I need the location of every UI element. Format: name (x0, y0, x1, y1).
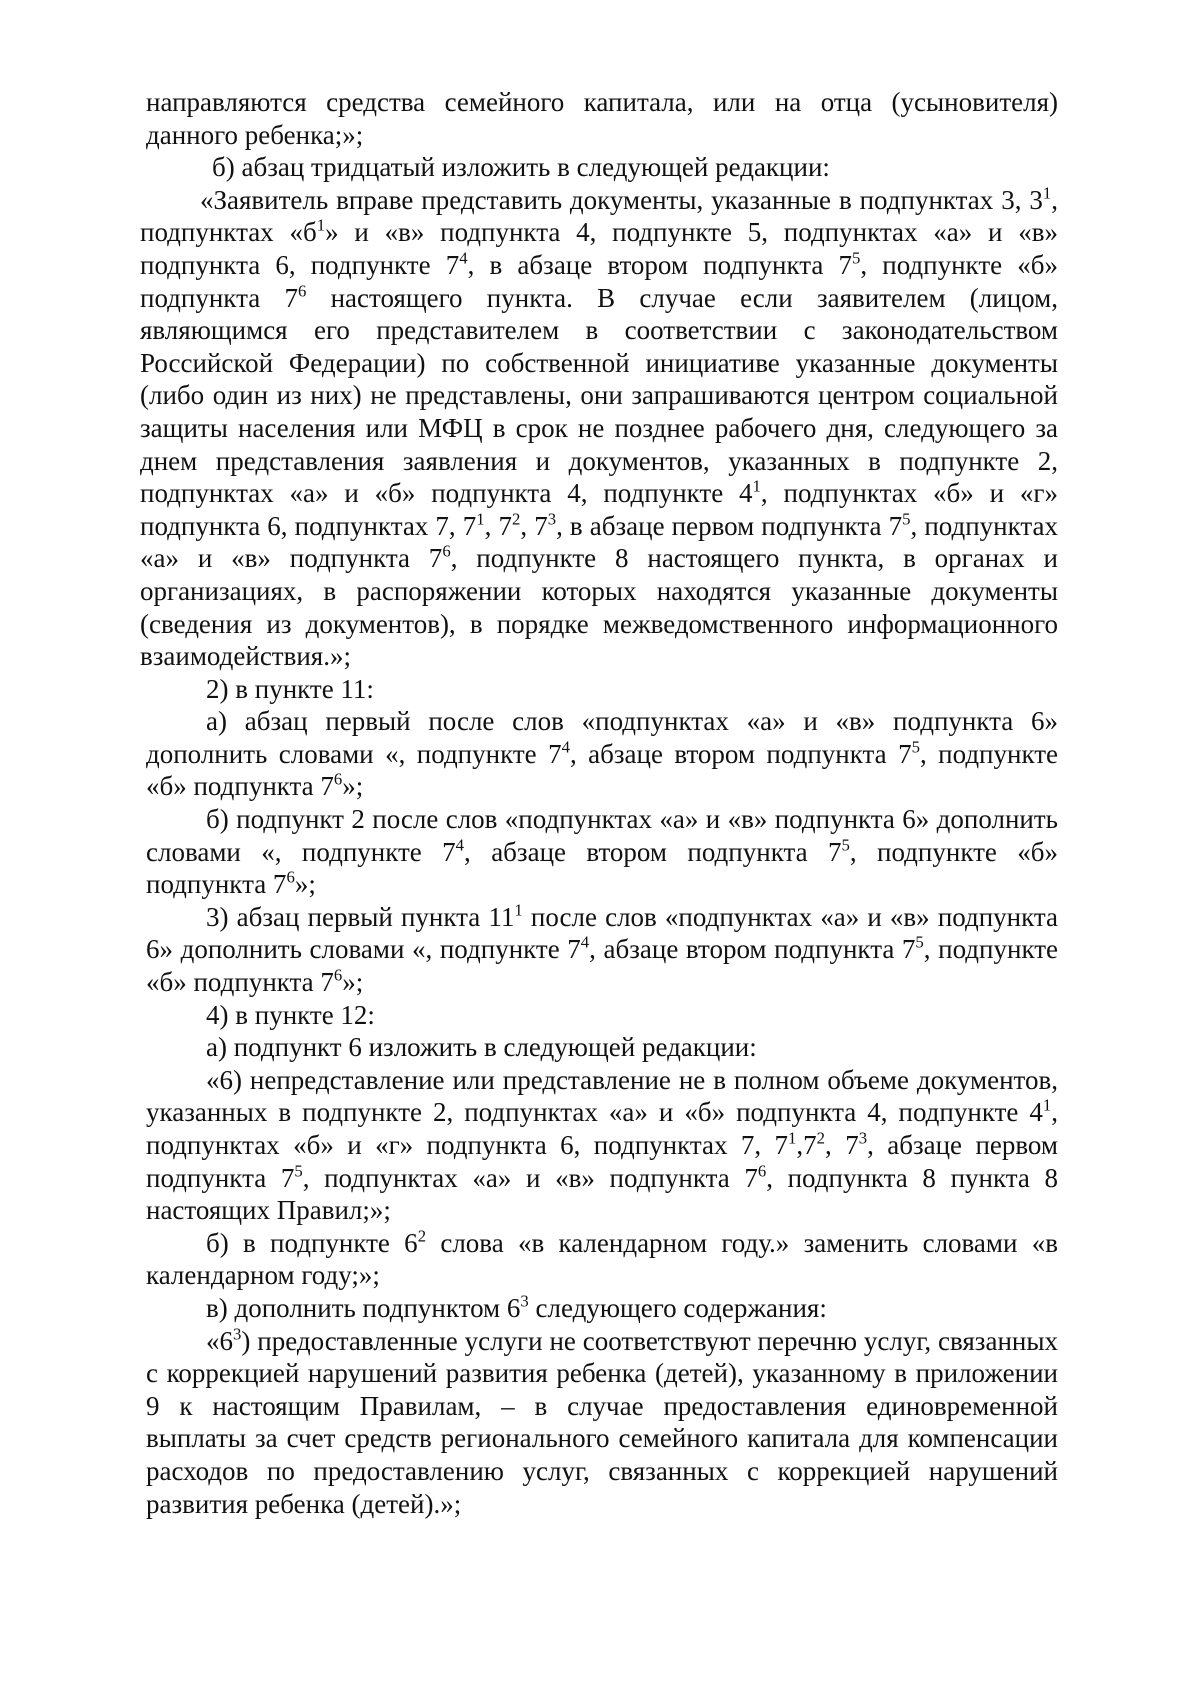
paragraph (146, 1064, 1058, 1227)
superscript-index: 3 (858, 1128, 868, 1148)
text-run: , 7 (825, 1130, 859, 1160)
text-run: , абзаце первом подпункта 7 (146, 1130, 1059, 1193)
superscript-index: 6 (757, 1161, 767, 1181)
superscript-index: 1 (1042, 1096, 1052, 1116)
text-run: 3) абзац первый пункта 11 (206, 901, 515, 932)
text-run: , подпункте 8 настоящего пункта, в органах и организациях, в распоряжении которых находятся указанные документы (сведения из документов), в порядке межведомственного информационного взаимодействия.»; (140, 543, 1058, 672)
superscript-index: 1 (788, 1128, 797, 1148)
text-run: , абзаце втором подпункта 7 (464, 836, 842, 867)
superscript-index: 5 (911, 737, 920, 757)
document-page (140, 86, 1059, 1520)
superscript-index: 4 (561, 737, 570, 757)
text-run: настоящего пункта. В случае если заявителем (лицом, являющимся его представителем в соответствии с законодательством Российской Федерации) по собственной инициативе указанные документы (либо один из них) не представлены, они запрашиваются центром социальной защиты населения или МФЦ в срок не позднее рабочего дня, следующего за днем представления заявления и документов, указанных в подпункте 2, подпунктах «а» и «б» подпункта 4, подпункте 4 (140, 282, 1058, 509)
text-run: , подпункте «б» подпункта 7 (146, 836, 1058, 900)
text-run: б) в подпункте 6 (206, 1227, 418, 1258)
text-run: »; (342, 967, 364, 998)
superscript-index: 5 (841, 835, 850, 855)
text-run: , подпунктах «а» и «в» подпункта 7 (140, 510, 1058, 574)
superscript-index: 4 (580, 933, 590, 953)
text-run: «6) непредставление или представление не в полном объеме документов, указанных в подпункте 2, подпунктах «а» и «б» подпункта 4, подпункте 4 (146, 1064, 1058, 1128)
paragraph (146, 673, 1058, 706)
text-run: » и «в» подпункта 4, подпункте 5, подпунктах «а» и «в» подпункта 6, подпункте 7 (140, 217, 1058, 280)
paragraph (146, 151, 1058, 184)
superscript-index: 1 (1042, 183, 1052, 203)
text-run: , подпунктах «б» и «г» подпункта 6, подпунктах 7, 7 (146, 1097, 1058, 1160)
text-run: »; (294, 869, 316, 900)
text-run: , подпункте «б» подпункта 7 (146, 934, 1058, 998)
text-run: «Заявитель вправе представить документы, указанные в подпунктах 3, 3 (200, 184, 1043, 215)
text-run: , подпунктах «б» и «г» подпункта 6, подпунктах 7, 7 (140, 478, 1058, 541)
paragraph (146, 705, 1058, 803)
text-run: , подпунктах «б (140, 184, 1058, 248)
text-run: после слов «подпунктах «а» и «в» подпункта 6» дополнить словами «, подпункте 7 (146, 901, 1058, 965)
paragraph (146, 1292, 1058, 1325)
superscript-index: 5 (851, 248, 861, 268)
superscript-index: 1 (316, 216, 326, 235)
text-run: , в абзаце первом подпункта 7 (556, 510, 903, 541)
superscript-index: 2 (816, 1128, 826, 1148)
superscript-index: 6 (333, 965, 343, 985)
superscript-index: 1 (752, 476, 761, 496)
superscript-index: 4 (455, 835, 465, 855)
text-run: направляются средства семейного капитала, или на отца (усыновителя) данного ребенка;»; (146, 87, 1058, 150)
text-run: , подпункте «б» подпункта 7 (140, 249, 1058, 313)
text-run: слова «в календарном году.» заменить словами «в календарном году;»; (146, 1227, 1058, 1291)
text-run: , подпункте «б» подпункта 7 (146, 738, 1059, 802)
text-run: б) абзац тридцатый изложить в следующей редакции: (212, 152, 830, 183)
text-run: ,7 (796, 1130, 817, 1160)
superscript-index: 1 (514, 900, 523, 920)
superscript-index: 2 (417, 1226, 427, 1246)
superscript-index: 5 (294, 1161, 303, 1181)
text-run: ) предоставленные услуги не соответствуют перечню услуг, связанных с коррекцией нарушений развития ребенка (детей), указанному в приложении 9 к настоящим Правилам, – в случае предоставления единовременной выплаты за счет средств регионального семейного капитала для компенсации расходов по предоставлению услуг, связанных с коррекцией нарушений развития ребенка (детей).»; (146, 1325, 1058, 1519)
superscript-index: 6 (442, 541, 451, 561)
text-run: следующего содержания: (528, 1292, 827, 1323)
paragraph (146, 1325, 1058, 1521)
text-run: , подпунктах «а» и «в» подпункта 7 (302, 1162, 758, 1193)
superscript-index: 2 (511, 509, 521, 529)
text-run: а) абзац первый после слов «подпунктах «а» и «в» подпункта 6» дополнить словами «, подпункте 7 (146, 706, 1058, 769)
paragraph (140, 184, 1058, 673)
superscript-index: 4 (459, 248, 468, 268)
paragraph (146, 1031, 1058, 1064)
superscript-index: 3 (547, 509, 557, 529)
paragraph (146, 901, 1058, 999)
text-run: , подпункта 8 пункта 8 настоящих Правил;»; (146, 1162, 1058, 1226)
text-run: , абзаце втором подпункта 7 (569, 738, 912, 769)
superscript-index: 6 (297, 281, 307, 301)
superscript-index: 5 (915, 933, 924, 953)
superscript-index: 3 (520, 1291, 529, 1311)
text-run: в) дополнить подпунктом 6 (206, 1292, 521, 1323)
text-run: «6 (206, 1325, 233, 1356)
text-run: 2) в пункте 11: (206, 673, 374, 704)
text-run: , абзаце втором подпункта 7 (589, 934, 916, 965)
text-run: »; (342, 771, 364, 802)
superscript-index: 3 (233, 1324, 242, 1344)
text-run: , 7 (484, 510, 512, 541)
paragraph (146, 999, 1058, 1032)
paragraph (146, 1227, 1058, 1292)
text-run: а) подпункт 6 изложить в следующей редакции: (206, 1032, 757, 1063)
superscript-index: 6 (286, 867, 295, 887)
paragraph (146, 86, 1058, 151)
text-run: , в абзаце втором подпункта 7 (467, 249, 852, 280)
superscript-index: 5 (902, 509, 911, 529)
text-run: , 7 (520, 510, 548, 541)
superscript-index: 1 (476, 509, 485, 529)
superscript-index: 6 (333, 770, 343, 790)
paragraph (146, 803, 1058, 901)
text-run: 4) в пункте 12: (206, 999, 375, 1030)
text-run: б) подпункт 2 после слов «подпунктах «а» и «в» подпункта 6» дополнить словами «, подпункте 7 (146, 804, 1058, 867)
